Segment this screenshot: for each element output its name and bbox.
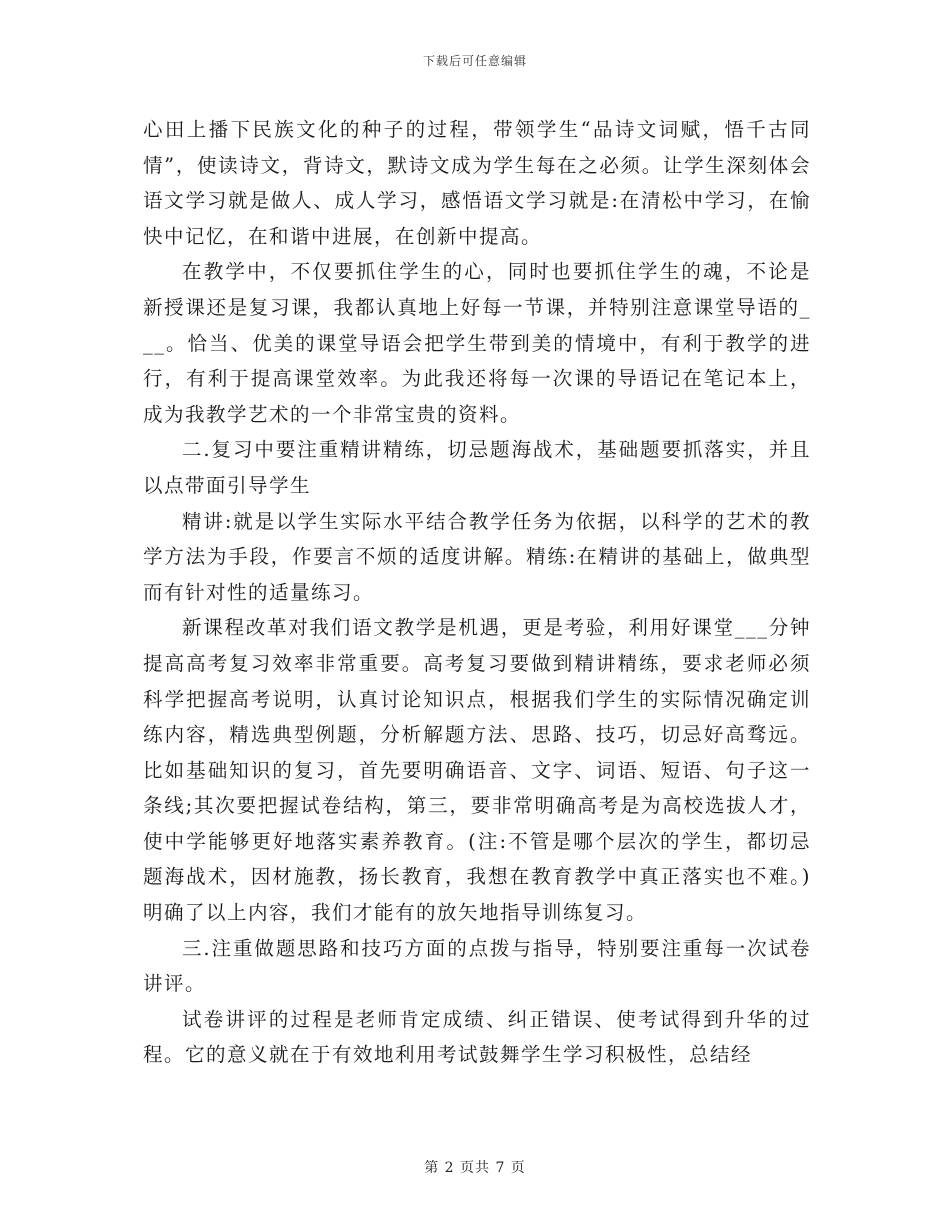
paragraph: 试卷讲评的过程是老师肯定成绩、纠正错误、使考试得到升华的过程。它的意义就在于有效地利用考试鼓舞学生学习积极性，总结经 [143,1007,811,1067]
paragraph: 新课程改革对我们语文教学是机遇，更是考验，利用好课堂___分钟提高高考复习效率非常重要。高考复习要做到精讲精练，要求老师必须科学把握高考说明，认真讨论知识点，根据我们学生的实际情况确定训练内容，精选典型例题，分析解题方法、思路、技巧，切忌好高骛远。比如基础知识的复习，首先要明确语音、文字、词语、短语、句子这一条线;其次要把握试卷结构，第三，要非常明确高考是为高校选拔人才，使中学能够更好地落实素养教育。(注:不管是哪个层次的学生，都切忌题海战术，因材施教，扬长教育，我想在教育教学中真正落实也不难。)明确了以上内容，我们才能有的放矢地指导训练复习。 [143,616,811,925]
paragraph: 心田上播下民族文化的种子的过程，带领学生“品诗文词赋，悟千古同情”，使读诗文，背诗文，默诗文成为学生每在之必须。让学生深刻体会语文学习就是做人、成人学习，感悟语文学习就是:在清松中学习，在愉快中记忆，在和谐中进展，在创新中提高。 [143,118,811,248]
section-heading: 二.复习中要注重精讲精练，切忌题海战术，基础题要抓落实，并且以点带面引导学生 [143,438,811,497]
paragraph: 精讲:就是以学生实际水平结合教学任务为依据，以科学的艺术的教学方法为手段，作要言不烦的适度讲解。精练:在精讲的基础上，做典型而有针对性的适量练习。 [143,509,811,604]
page-header: 下载后可任意编辑 [422,54,527,68]
page-footer: 第 2 页共 7 页 [424,1160,526,1176]
section-heading: 三.注重做题思路和技巧方面的点拨与指导，特别要注重每一次试卷讲评。 [143,936,811,996]
paragraph: 在教学中，不仅要抓住学生的心，同时也要抓住学生的魂，不论是新授课还是复习课，我都认真地上好每一节课，并特别注意课堂导语的___。恰当、优美的课堂导语会把学生带到美的情境中，有利于教学的进行，有利于提高课堂效率。为此我还将每一次课的导语记在笔记本上，成为我教学艺术的一个非常宝贵的资料。 [143,260,811,426]
document-body [143,112,811,1073]
